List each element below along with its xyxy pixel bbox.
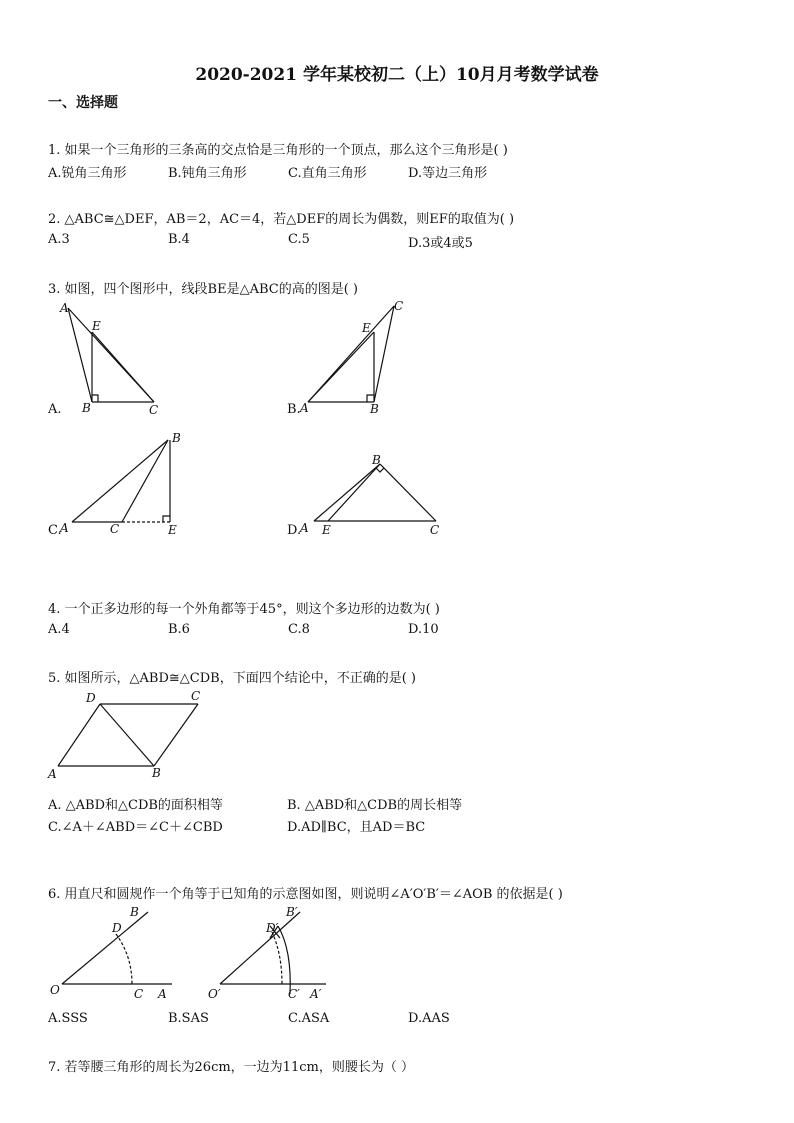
q3a-label-b: B [82, 401, 91, 415]
q3c-label-c: C [110, 522, 120, 536]
q6b-label-d: D′ [266, 921, 279, 935]
q5-option-a: A. △ABD和△CDB的面积相等 [48, 798, 223, 813]
q3d-label-a: A [300, 521, 309, 535]
q6-option-d: D.AAS [408, 1011, 450, 1026]
q6b-label-o: O′ [208, 987, 221, 1001]
question-3-stem: 3. 如图，四个图形中，线段BE是△ABC的高的图是( ) [48, 282, 358, 297]
q3b-label-c: C [394, 299, 404, 313]
q4-option-a: A.4 [48, 622, 70, 637]
q5-label-d: D [86, 691, 96, 705]
q3b-label-a: A [300, 401, 309, 415]
q6-figure-original-angle [48, 904, 188, 1004]
q3b-label-b: B [370, 402, 379, 416]
q5-option-c: C.∠A＋∠ABD＝∠C＋∠CBD [48, 820, 223, 835]
q3b-label-e: E [362, 321, 371, 335]
q2-option-b: B.4 [168, 232, 190, 247]
q5-label-b: B [152, 766, 161, 780]
q3-figure-a [48, 298, 178, 423]
q6b-label-c: C′ [288, 987, 300, 1001]
q6a-label-o: O [50, 983, 60, 997]
q3c-label-b: B [172, 431, 181, 445]
question-4-stem: 4. 一个正多边形的每一个外角都等于45°，则这个多边形的边数为( ) [48, 602, 440, 617]
question-6-stem: 6. 用直尺和圆规作一个角等于已知角的示意图如图，则说明∠A′O′B′＝∠AOB 的依据是( ) [48, 887, 563, 902]
q4-option-b: B.6 [168, 622, 190, 637]
q6-option-a: A.SSS [48, 1011, 88, 1026]
q6-option-b: B.SAS [168, 1011, 209, 1026]
q2-option-d: D.3或4或5 [408, 236, 473, 251]
q5-label-c: C [191, 689, 201, 703]
q2-option-c: C.5 [288, 232, 310, 247]
q3a-label-e: E [92, 319, 101, 333]
page-title: 2020-2021 学年某校初二（上）10月月考数学试卷 [195, 65, 599, 85]
q3a-label-a: A [60, 301, 69, 315]
q3-option-a: A. [48, 402, 62, 417]
q3c-label-a: A [60, 521, 69, 535]
q3-figure-c [48, 428, 198, 543]
q3d-label-c: C [430, 523, 440, 537]
q1-option-a: A.锐角三角形 [48, 166, 127, 181]
q6a-label-c: C [134, 987, 144, 1001]
q3-figure-b [298, 296, 418, 421]
question-7-stem: 7. 若等腰三角形的周长为26cm，一边为11cm，则腰长为（ ） [48, 1060, 414, 1075]
q3-figure-d [298, 452, 458, 542]
section-heading: 一、选择题 [48, 95, 118, 111]
q1-option-c: C.直角三角形 [288, 166, 367, 181]
question-2-stem: 2. △ABC≅△DEF，AB＝2，AC＝4，若△DEF的周长为偶数，则EF的取值为( ) [48, 212, 515, 227]
q4-option-c: C.8 [288, 622, 310, 637]
q3d-label-e: E [322, 523, 331, 537]
q6a-label-d: D [112, 921, 122, 935]
q3d-label-b: B [372, 453, 381, 467]
q2-option-a: A.3 [48, 232, 70, 247]
question-1-stem: 1. 如果一个三角形的三条高的交点恰是三角形的一个顶点，那么这个三角形是( ) [48, 143, 508, 158]
q1-option-d: D.等边三角形 [408, 166, 488, 181]
q6-option-c: C.ASA [288, 1011, 330, 1026]
q3-option-c: C. [48, 523, 62, 538]
q5-option-d: D.AD∥BC，且AD＝BC [287, 820, 426, 835]
q6b-label-b: B′ [286, 905, 298, 919]
q5-parallelogram-figure [48, 688, 218, 784]
q3-option-d: D. [287, 523, 302, 538]
q3-option-b: B. [287, 402, 301, 417]
q6b-label-a: A′ [310, 987, 322, 1001]
q3a-label-c: C [149, 403, 159, 417]
q4-option-d: D.10 [408, 622, 439, 637]
q5-option-b: B. △ABD和△CDB的周长相等 [287, 798, 463, 813]
question-5-stem: 5. 如图所示，△ABD≅△CDB，下面四个结论中，不正确的是( ) [48, 671, 416, 686]
q6a-label-a: A [158, 987, 167, 1001]
q6-figure-constructed-angle [208, 902, 348, 1004]
q6a-label-b: B [130, 905, 139, 919]
q5-label-a: A [48, 767, 57, 781]
q1-option-b: B.钝角三角形 [168, 166, 247, 181]
q3c-label-e: E [168, 523, 177, 537]
